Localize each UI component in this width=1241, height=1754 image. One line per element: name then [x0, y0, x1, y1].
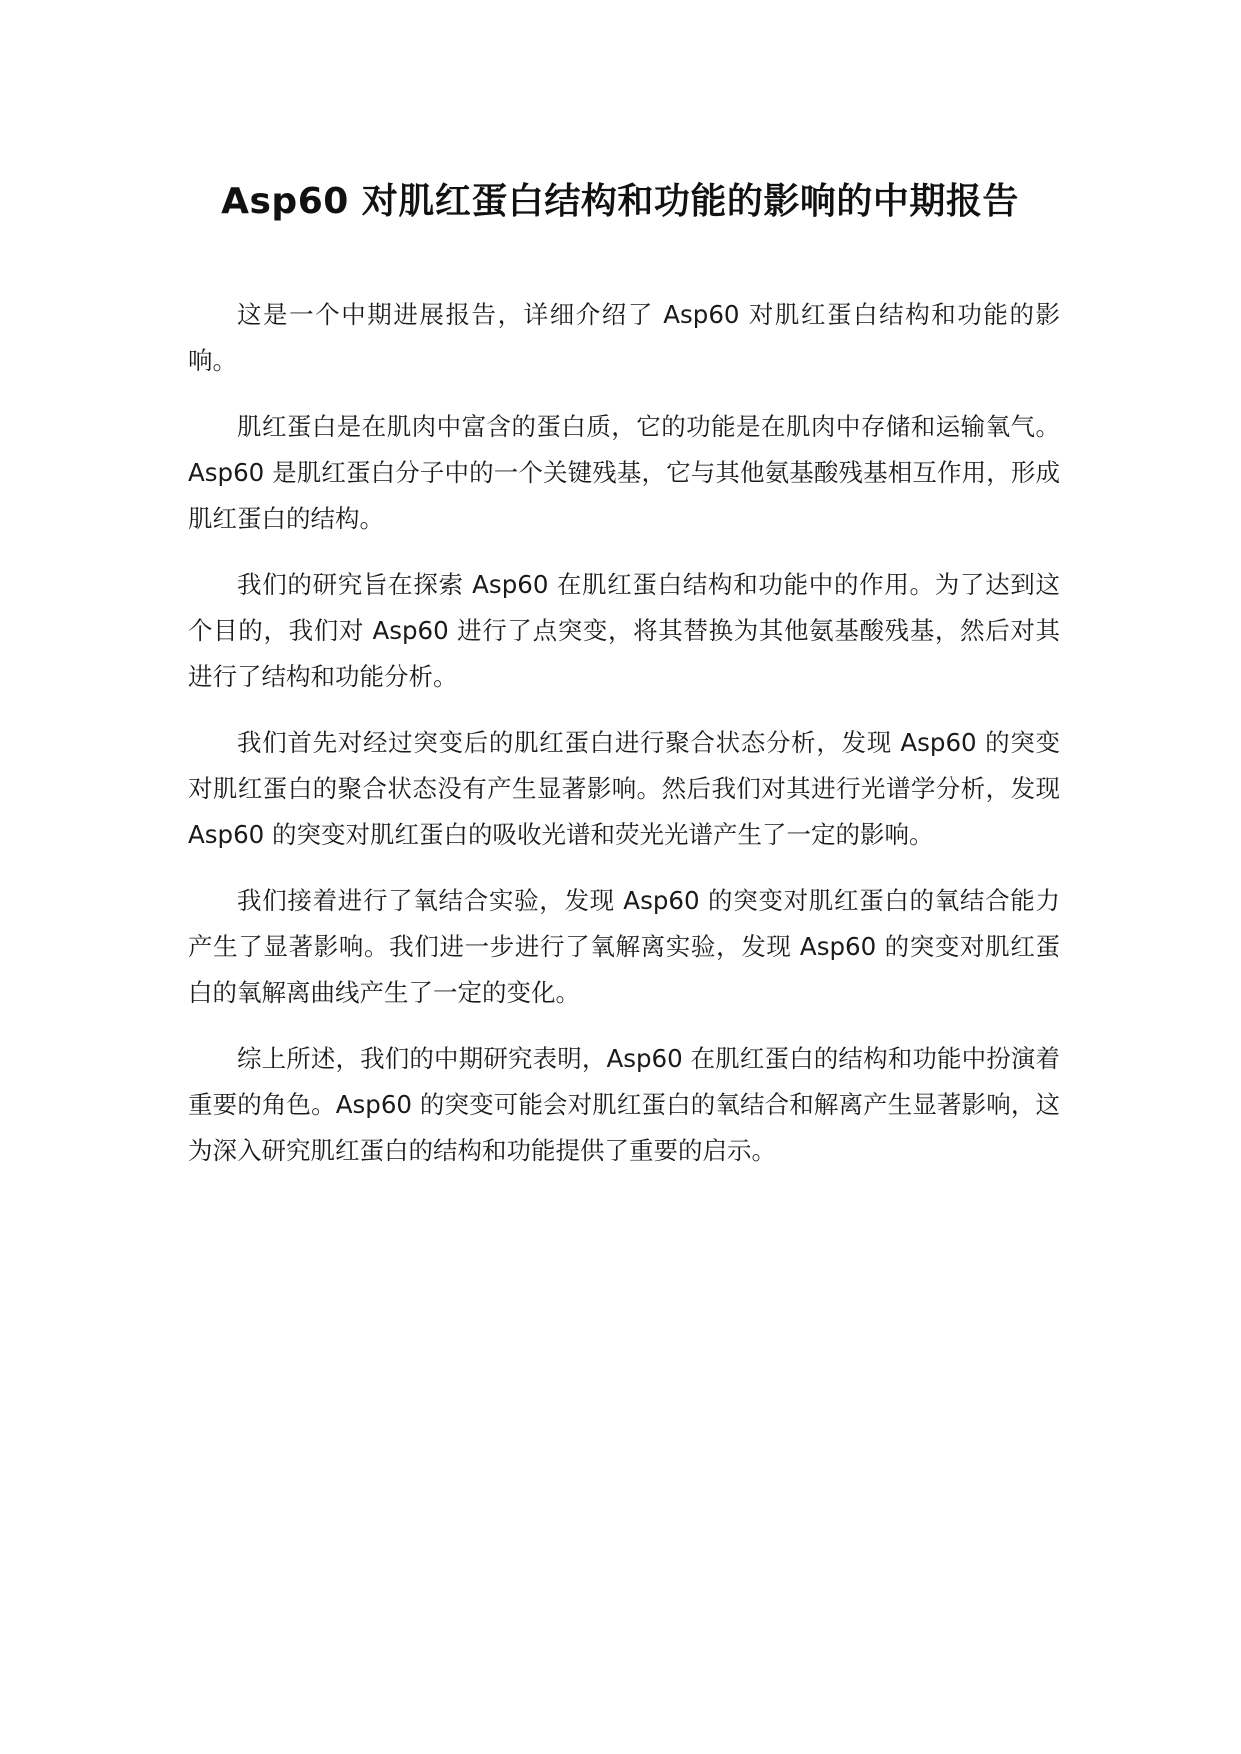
paragraph-background: 肌红蛋白是在肌肉中富含的蛋白质，它的功能是在肌肉中存储和运输氧气。Asp60 是肌红蛋白分子中的一个关键残基，它与其他氨基酸残基相互作用，形成肌红蛋白的结构。 [188, 412, 1060, 533]
paragraph-conclusion: 综上所述，我们的中期研究表明，Asp60 在肌红蛋白的结构和功能中扮演着重要的角色。Asp60 的突变可能会对肌红蛋白的氧结合和解离产生显著影响，这为深入研究肌红蛋白的结构和功能提供了重要的启示。 [188, 1044, 1060, 1165]
paragraph-objective: 我们的研究旨在探索 Asp60 在肌红蛋白结构和功能中的作用。为了达到这个目的，我们对 Asp60 进行了点突变，将其替换为其他氨基酸残基，然后对其进行了结构和功能分析。 [188, 570, 1060, 691]
document-title: Asp60 对肌红蛋白结构和功能的影响的中期报告 [221, 181, 1019, 222]
document-body [188, 292, 1060, 1194]
paragraph-oxygen-binding: 我们接着进行了氧结合实验，发现 Asp60 的突变对肌红蛋白的氧结合能力产生了显著影响。我们进一步进行了氧解离实验，发现 Asp60 的突变对肌红蛋白的氧解离曲线产生了一定的变化。 [188, 886, 1060, 1007]
paragraph-intro: 这是一个中期进展报告，详细介绍了 Asp60 对肌红蛋白结构和功能的影响。 [188, 300, 1060, 375]
paragraph-aggregation-spectroscopy: 我们首先对经过突变后的肌红蛋白进行聚合状态分析，发现 Asp60 的突变对肌红蛋白的聚合状态没有产生显著影响。然后我们对其进行光谱学分析，发现 Asp60 的突变对肌红蛋白的吸收光谱和荧光光谱产生了一定的影响。 [188, 728, 1060, 849]
